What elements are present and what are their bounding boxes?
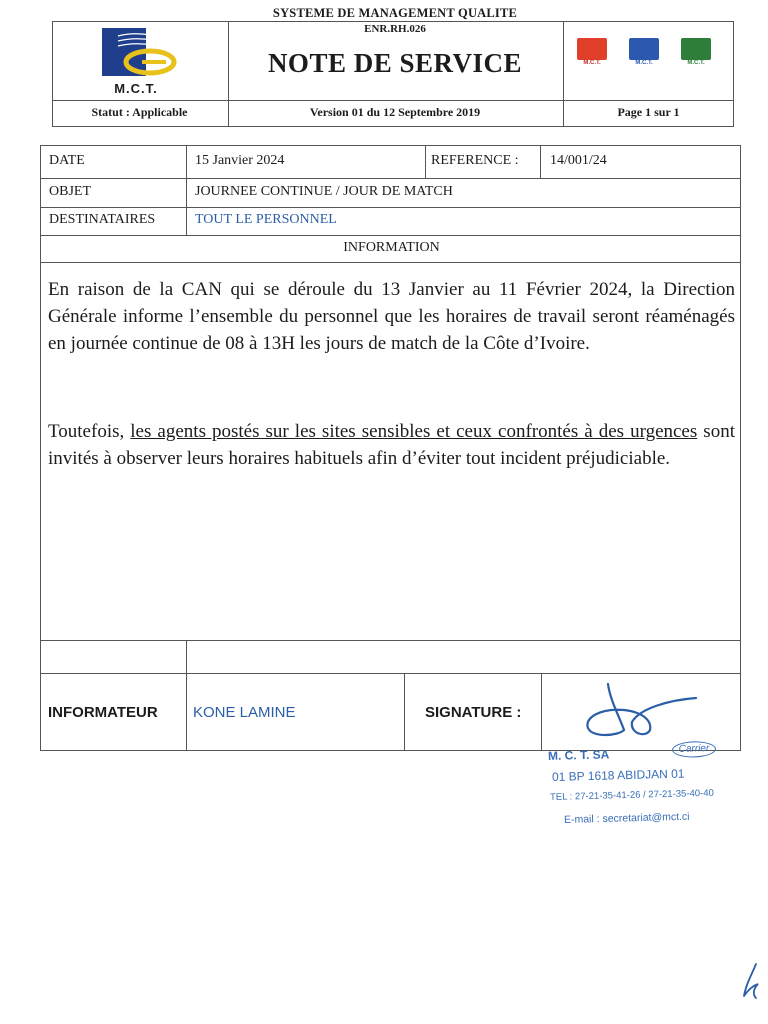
reference-value: 14/001/24	[550, 153, 607, 168]
informateur-value: KONE LAMINE	[193, 704, 296, 721]
paragraph-2-end: sont invités à observer leurs horaires habituels afin d’éviter tout incident préjudiciable.	[48, 421, 735, 470]
side-logo-1	[574, 38, 610, 66]
document-title: NOTE DE SERVICE	[267, 48, 523, 78]
signature-scribble-icon	[580, 680, 700, 742]
red-logo-icon	[577, 38, 607, 60]
side-logo-label: M.C.T.	[635, 60, 653, 66]
stamp-oval-logo: Carrier	[672, 741, 716, 758]
side-logo-2	[626, 38, 662, 66]
stamp-address: 01 BP 1618 ABIDJAN 01	[551, 766, 685, 784]
stamp-email: E-mail : secretariat@mct.ci	[563, 810, 690, 826]
side-logo-label: M.C.T.	[687, 60, 705, 66]
reference-label: REFERENCE :	[431, 153, 519, 168]
version-label: Version 01 du 12 Septembre 2019	[309, 105, 481, 119]
logo-text: M.C.T.	[114, 81, 158, 96]
objet-value: JOURNEE CONTINUE / JOUR DE MATCH	[195, 184, 453, 199]
signature-label: SIGNATURE :	[425, 704, 522, 721]
blue-logo-icon	[629, 38, 659, 60]
mct-logo-icon	[100, 26, 180, 82]
system-title: SYSTEME DE MANAGEMENT QUALITE	[272, 6, 518, 20]
destinataires-value: TOUT LE PERSONNEL	[195, 212, 337, 227]
side-logo-label: M.C.T.	[583, 60, 601, 66]
informateur-label: INFORMATEUR	[48, 704, 158, 721]
section-title: INFORMATION	[343, 240, 440, 255]
paragraph-1: En raison de la CAN qui se déroule du 13 Janvier au 11 Février 2024, la Direction Générale informe l’ensemble du personnel que les horaires de travail seront réaménagés en journée continue de 08 à 13H les jours de match de la Côte d’Ivoire.	[48, 279, 735, 355]
destinataires-label: DESTINATAIRES	[49, 212, 156, 227]
initials-mark-icon	[738, 962, 764, 1002]
green-logo-icon	[681, 38, 711, 60]
objet-label: OBJET	[49, 184, 91, 199]
paragraph-2	[48, 418, 735, 472]
paragraph-2-underlined: les agents postés sur les sites sensibles et ceux confrontés à des urgences	[130, 421, 698, 442]
document-code: ENR.RH.026	[364, 23, 426, 35]
stamp-company: M. C. T. SA	[547, 747, 610, 763]
status-label: Statut : Applicable	[91, 105, 188, 119]
side-logo-3	[678, 38, 714, 66]
paragraph-2-start: Toutefois,	[48, 421, 131, 442]
page-label: Page 1 sur 1	[617, 105, 680, 119]
stamp-tel: TEL : 27-21-35-41-26 / 27-21-35-40-40	[549, 787, 714, 803]
date-value: 15 Janvier 2024	[195, 153, 285, 168]
date-label: DATE	[49, 153, 85, 168]
